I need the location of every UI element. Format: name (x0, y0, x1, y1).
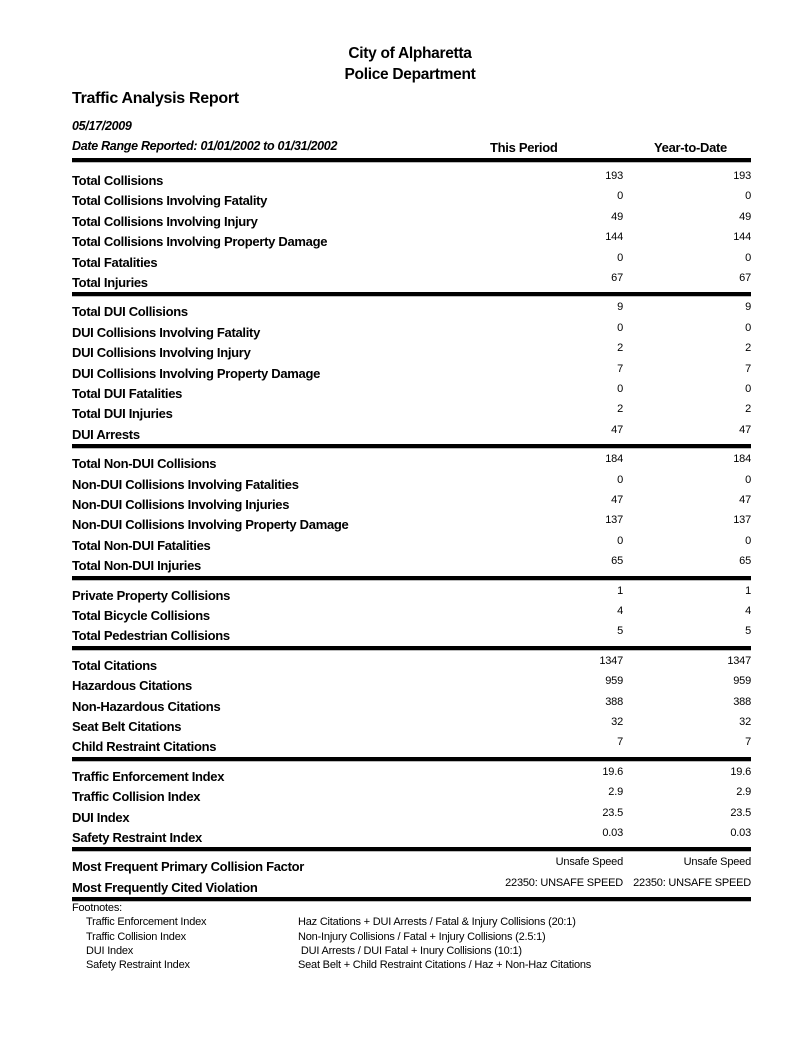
column-header-year-to-date: Year-to-Date (654, 140, 727, 155)
year-to-date-value: 0.03 (730, 827, 751, 839)
footnote-term: DUI Index (86, 944, 134, 957)
table-row (72, 764, 751, 784)
this-period-value: 2.9 (608, 786, 623, 799)
section-divider (72, 897, 751, 902)
table-row (72, 784, 751, 804)
this-period-value: 137 (605, 514, 623, 527)
row-label: Total DUI Fatalities (72, 386, 183, 401)
section-divider (72, 847, 751, 852)
this-period-value: 0 (617, 473, 623, 486)
section-divider (72, 444, 751, 449)
year-to-date-value: 23.5 (730, 806, 751, 819)
section-divider (72, 757, 751, 762)
table-row (72, 623, 751, 643)
year-to-date-value: 0 (745, 383, 751, 395)
year-to-date-value: 47 (739, 423, 751, 436)
section-divider (72, 292, 751, 297)
this-period-value: 1347 (599, 654, 623, 667)
table-row (72, 361, 751, 381)
table-row (72, 188, 751, 208)
this-period-value: 67 (611, 272, 623, 284)
row-label: Most Frequently Cited Violation (72, 879, 258, 895)
row-label: Total Bicycle Collisions (72, 608, 210, 623)
department-name: Police Department (344, 66, 476, 83)
year-to-date-value: 4 (745, 605, 751, 617)
table-row (72, 805, 751, 825)
row-label: Private Property Collisions (72, 587, 231, 603)
row-label: DUI Collisions Involving Property Damage (72, 365, 321, 381)
column-header-this-period: This Period (490, 140, 558, 155)
footnote-term: Traffic Enforcement Index (86, 916, 207, 929)
table-row (72, 168, 751, 188)
year-to-date-value: Unsafe Speed (683, 856, 751, 869)
row-label: Non-DUI Collisions Involving Property Damage (72, 517, 349, 533)
row-label: DUI Index (72, 809, 130, 825)
header-divider (72, 158, 751, 163)
year-to-date-value: 65 (739, 555, 751, 568)
table-row (72, 512, 751, 532)
this-period-value: 65 (611, 555, 623, 568)
table-row (72, 229, 751, 249)
table-row (72, 875, 751, 895)
row-label: Total Citations (72, 657, 157, 673)
footnote-term: Safety Restraint Index (86, 959, 190, 972)
footnote-definition: Seat Belt + Child Restraint Citations / Haz + Non-Haz Citations (298, 959, 592, 972)
year-to-date-value: 137 (733, 514, 751, 527)
row-label: Total Injuries (72, 275, 148, 290)
table-row (72, 734, 751, 754)
table-row (72, 401, 751, 421)
year-to-date-value: 184 (733, 453, 751, 466)
this-period-value: 388 (605, 695, 623, 708)
report-date: 05/17/2009 (72, 119, 132, 133)
this-period-value: 1 (617, 584, 623, 597)
table-row (72, 320, 751, 340)
row-label: Total DUI Injuries (72, 406, 173, 422)
row-label: Hazardous Citations (72, 678, 192, 694)
table-row (72, 492, 751, 512)
this-period-value: 22350: UNSAFE SPEED (505, 876, 623, 889)
row-label: Seat Belt Citations (72, 719, 182, 734)
row-label: DUI Collisions Involving Fatality (72, 324, 261, 340)
footnote-item (72, 930, 546, 944)
year-to-date-value: 0 (745, 473, 751, 486)
row-label: Total DUI Collisions (72, 304, 188, 320)
footnote-item (72, 944, 522, 958)
year-to-date-value: 959 (733, 675, 751, 688)
section-divider (72, 646, 751, 651)
this-period-value: 47 (611, 494, 623, 506)
table-row (72, 825, 751, 845)
year-to-date-value: 193 (733, 170, 751, 182)
footnotes (72, 901, 592, 972)
this-period-value: 2 (617, 403, 623, 416)
footnote-term: Traffic Collision Index (86, 930, 186, 943)
footnote-definition: DUI Arrests / DUI Fatal + Inury Collisions (10:1) (298, 944, 522, 957)
year-to-date-value: 47 (739, 494, 751, 506)
table-row (72, 451, 751, 471)
year-to-date-value: 2 (745, 342, 751, 355)
this-period-value: 144 (605, 231, 623, 244)
year-to-date-value: 2 (745, 403, 751, 416)
section-divider (72, 576, 751, 581)
row-label: DUI Collisions Involving Injury (72, 345, 251, 361)
footnote-item (72, 958, 592, 972)
table-row (72, 209, 751, 229)
report-title: Traffic Analysis Report (72, 90, 239, 107)
footnotes-title: Footnotes: (72, 902, 122, 914)
this-period-value: 0 (617, 251, 623, 264)
year-to-date-value: 1347 (727, 654, 751, 667)
row-label: Traffic Enforcement Index (72, 768, 225, 784)
table-row (72, 553, 751, 573)
row-label: Total Non-DUI Fatalities (72, 537, 211, 553)
this-period-value: 0 (617, 190, 623, 203)
row-label: Total Fatalities (72, 254, 158, 270)
year-to-date-value: 19.6 (730, 765, 751, 778)
year-to-date-value: 144 (733, 231, 751, 244)
year-to-date-value: 5 (745, 625, 751, 638)
this-period-value: 19.6 (602, 765, 623, 778)
this-period-value: 4 (617, 605, 623, 617)
row-label: Child Restraint Citations (72, 739, 217, 755)
year-to-date-value: 32 (739, 716, 751, 728)
date-range: Date Range Reported: 01/01/2002 to 01/31/2002 (72, 139, 338, 153)
row-label: Most Frequent Primary Collision Factor (72, 859, 305, 875)
this-period-value: 32 (611, 716, 623, 728)
table-row (72, 583, 751, 603)
row-label: Total Pedestrian Collisions (72, 628, 230, 644)
organization-name: City of Alpharetta (348, 45, 472, 62)
row-label: DUI Arrests (72, 426, 140, 442)
year-to-date-value: 0 (745, 534, 751, 547)
this-period-value: 23.5 (602, 806, 623, 819)
this-period-value: 49 (611, 210, 623, 223)
this-period-value: 184 (605, 453, 623, 466)
year-to-date-value: 1 (745, 584, 751, 597)
footnote-definition: Haz Citations + DUI Arrests / Fatal & Injury Collisions (20:1) (298, 916, 576, 929)
row-label: Safety Restraint Index (72, 830, 202, 845)
table-row (72, 381, 751, 401)
this-period-value: 47 (611, 423, 623, 436)
year-to-date-value: 7 (745, 362, 751, 375)
table-row (72, 422, 751, 442)
table-row (72, 854, 751, 874)
this-period-value: 959 (605, 675, 623, 688)
this-period-value: 2 (617, 342, 623, 355)
year-to-date-value: 2.9 (736, 786, 751, 799)
this-period-value: 7 (617, 362, 623, 375)
year-to-date-value: 22350: UNSAFE SPEED (633, 876, 751, 889)
row-label: Non-DUI Collisions Involving Fatalities (72, 476, 299, 492)
row-label: Total Non-DUI Collisions (72, 456, 217, 472)
this-period-value: 0.03 (602, 827, 623, 839)
row-label: Total Collisions Involving Injury (72, 213, 258, 229)
this-period-value: 0 (617, 321, 623, 334)
year-to-date-value: 0 (745, 190, 751, 203)
table-row (72, 653, 751, 673)
table-row (72, 714, 751, 734)
year-to-date-value: 49 (739, 210, 751, 223)
year-to-date-value: 67 (739, 272, 751, 284)
year-to-date-value: 388 (733, 695, 751, 708)
table-row (72, 694, 751, 714)
year-to-date-value: 0 (745, 251, 751, 264)
table-row (72, 270, 751, 290)
year-to-date-value: 0 (745, 321, 751, 334)
year-to-date-value: 9 (745, 301, 751, 314)
row-label: Total Collisions Involving Property Damage (72, 234, 328, 250)
this-period-value: Unsafe Speed (555, 856, 623, 869)
row-label: Traffic Collision Index (72, 789, 201, 805)
row-label: Total Collisions (72, 173, 164, 188)
table-row (72, 533, 751, 553)
this-period-value: 0 (617, 534, 623, 547)
table-row (72, 299, 751, 319)
table-row (72, 603, 751, 623)
row-label: Total Non-DUI Injuries (72, 558, 201, 574)
table-row (72, 472, 751, 492)
this-period-value: 5 (617, 625, 623, 638)
table-row (72, 340, 751, 360)
table-row (72, 673, 751, 693)
this-period-value: 9 (617, 301, 623, 314)
row-label: Total Collisions Involving Fatality (72, 193, 268, 209)
footnote-item (72, 915, 576, 929)
row-label: Non-Hazardous Citations (72, 698, 221, 714)
table-row (72, 250, 751, 270)
this-period-value: 193 (605, 170, 623, 182)
row-label: Non-DUI Collisions Involving Injuries (72, 497, 290, 512)
year-to-date-value: 7 (745, 736, 751, 749)
this-period-value: 7 (617, 736, 623, 749)
this-period-value: 0 (617, 383, 623, 395)
footnote-definition: Non-Injury Collisions / Fatal + Injury Collisions (2.5:1) (298, 930, 546, 943)
